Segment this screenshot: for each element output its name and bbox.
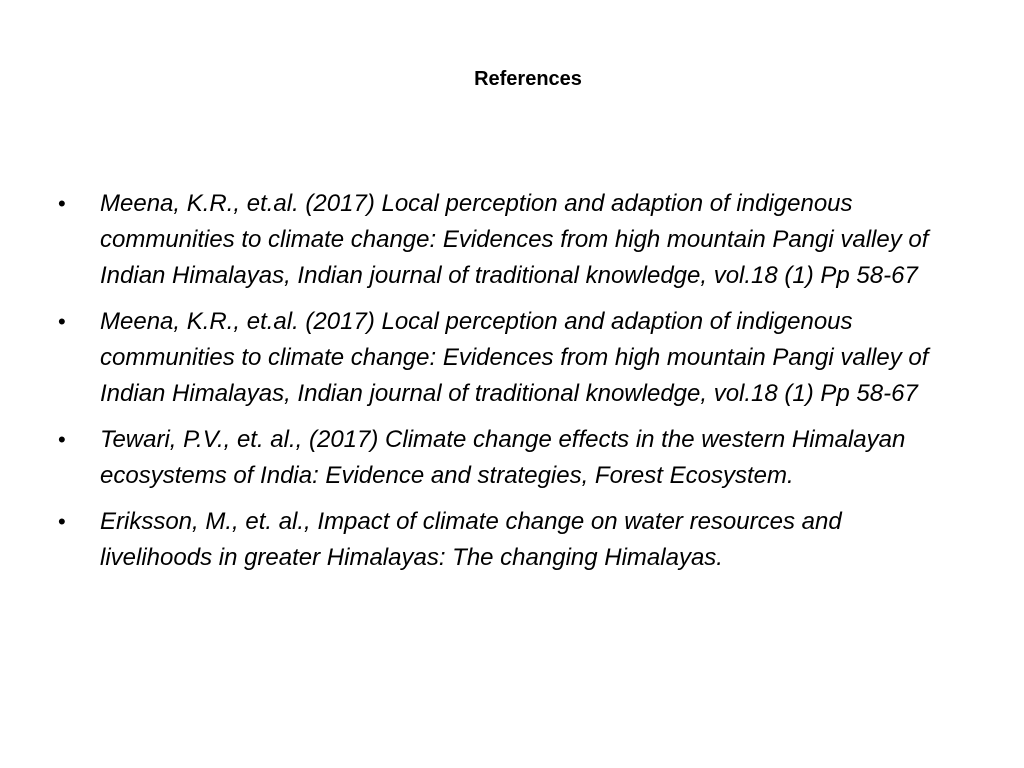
list-item (58, 304, 958, 412)
bullet-icon: • (58, 191, 66, 216)
bullet-icon: • (58, 509, 66, 534)
page-title: References (474, 68, 582, 90)
bullet-icon: • (58, 427, 66, 452)
reference-text: Eriksson, M., et. al., Impact of climate change on water resources and livelihoods in greater Himalayas: The changing Himalayas. (100, 508, 842, 571)
bullet-icon: • (58, 309, 66, 334)
list-item (58, 186, 958, 294)
reference-text: Meena, K.R., et.al. (2017) Local perception and adaption of indigenous communities to climate change: Evidences from high mountain Pangi valley of Indian Himalayas, Indian journal of traditional knowledge, vol.18 (1) Pp 58-67 (100, 308, 929, 407)
reference-list (58, 186, 958, 586)
reference-text: Tewari, P.V., et. al., (2017) Climate change effects in the western Himalayan ecosystems of India: Evidence and strategies, Forest Ecosystem. (100, 426, 906, 489)
list-item (58, 422, 958, 494)
list-item (58, 504, 958, 576)
reference-text: Meena, K.R., et.al. (2017) Local perception and adaption of indigenous communities to climate change: Evidences from high mountain Pangi valley of Indian Himalayas, Indian journal of traditional knowledge, vol.18 (1) Pp 58-67 (100, 190, 929, 289)
